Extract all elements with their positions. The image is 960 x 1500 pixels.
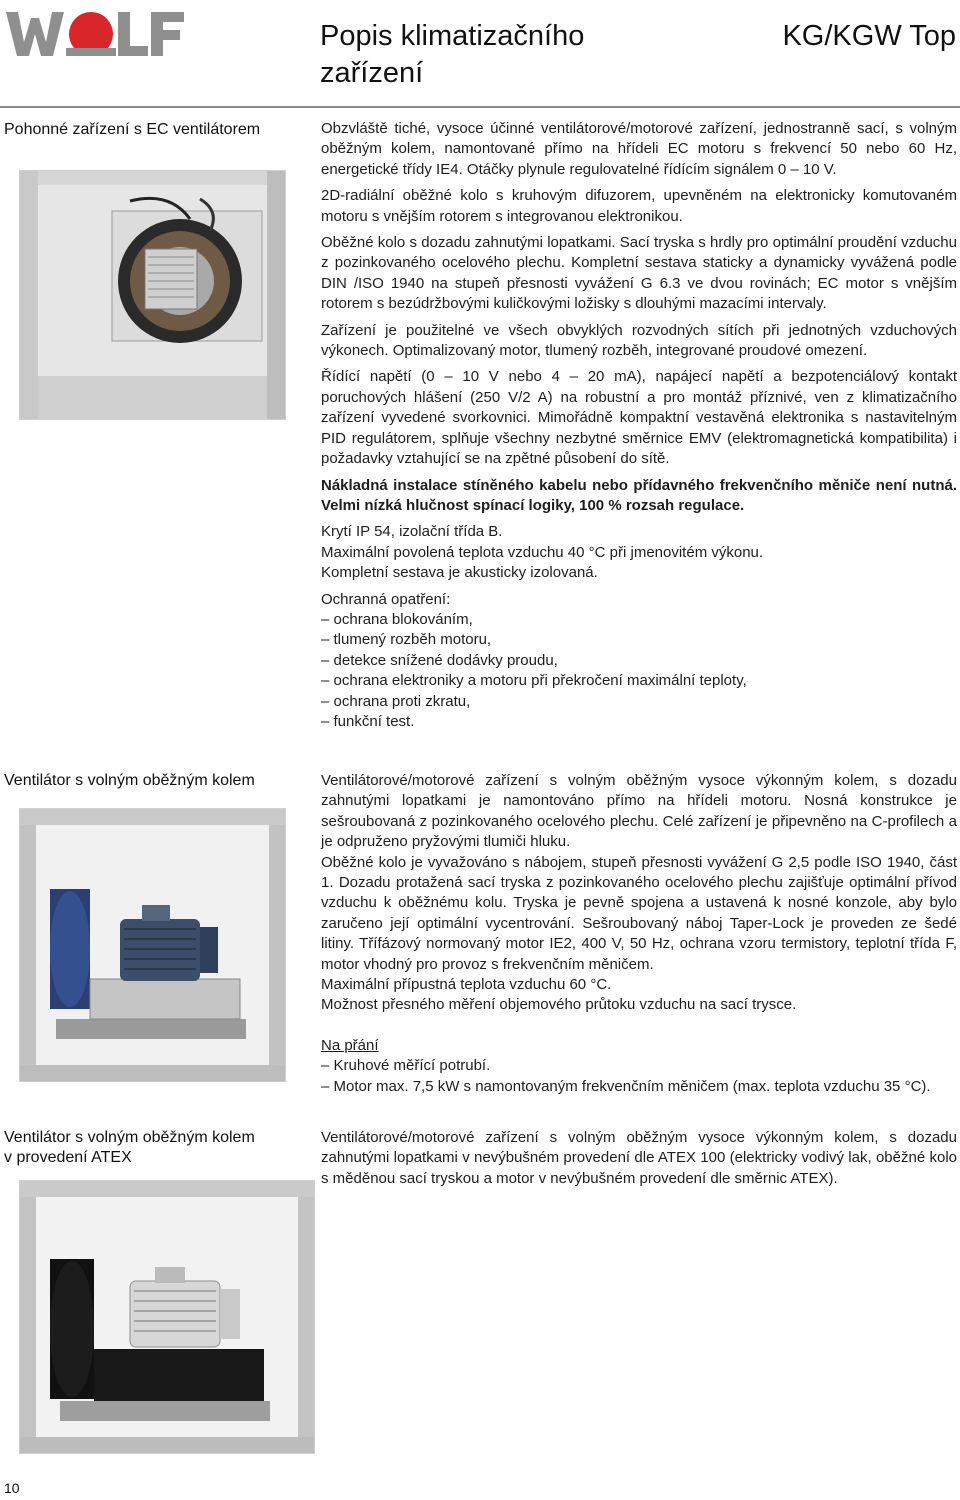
- list-item: – funkční test.: [321, 712, 415, 730]
- ec-fan-paragraph-5: Řídící napětí (0 – 10 V nebo 4 – 20 mA), napájecí napětí a bezpotenciálový kontakt poruchových hlášení (250 V/2 A) na robustní a pro montáž příznivé, ven z klimatizačního zařízení vyvedené svorkovnici. Mimořádně kompaktní vestavěná elektronika s nastavitelným PID regulátorem, splňuje všechny nezbytné směrnice EMV (elektromagnetická kompatibilita) i požadavky vztahující se na zpětné působení do sítě.: [321, 368, 957, 468]
- atex-paragraph-1: Ventilátorové/motorové zařízení s volným oběžným vysoce výkonným kolem, s dozadu zahnutými lopatkami v nevýbušném provedení dle ATEX 100 (elektricky vodivý lak, oběžné kolo s měděnou sací tryskou a motor v nevýbušném provedení dle směrnic ATEX).: [321, 1129, 957, 1187]
- list-item: – tlumený rozběh motoru,: [321, 631, 492, 649]
- protection-list: [321, 610, 957, 732]
- section-text-ec-fan: [321, 119, 957, 732]
- options-title-text: Na přání: [321, 1036, 379, 1054]
- free-wheel-paragraph-2: Oběžné kolo je vyvažováno s nábojem, stupeň přesnosti vyvážení G 2,5 podle ISO 1940, část 1. Dozadu protažená sací tryska z pozinkovaného ocelového plechu zajišťuje optimální přívod vzduchu k oběžnému kolu. Tryska je pevně spojena a ustavená k nosné konzole, aby bylo zaručeno její optimální vycentrování. Sešroubovaný náboj Taper-Lock je proveden ze šedé litiny. Třífázový normovaný motor IE2, 400 V, 50 Hz, ochrana vzoru termistory, teplotní třída F, motor vhodný pro provoz s frekvenčním měničem.: [321, 853, 957, 973]
- list-item: – ochrana proti zkratu,: [321, 692, 471, 710]
- ec-fan-photo: [19, 170, 286, 420]
- free-wheel-fan-photo: [19, 808, 286, 1082]
- ec-fan-bold-text: Nákladná instalace stíněného kabelu nebo přídavného frekvenčního měniče není nutná. Velmi nízká hlučnost spínací logiky, 100 % rozsah regulace.: [321, 476, 957, 514]
- ec-fan-paragraph-2: 2D-radiální oběžné kolo s kruhovým difuzorem, upevněném na elektronicky komutovaném motoru s vnějším rotorem s integrovanou elektronikou.: [321, 187, 957, 225]
- spec-protection: Krytí IP 54, izolační třída B.: [321, 523, 503, 541]
- list-item: – ochrana elektroniky a motoru při překročení maximální teploty,: [321, 672, 747, 690]
- section-label-ec-fan: Pohonné zařízení s EC ventilátorem: [4, 121, 261, 138]
- list-item: – Motor max. 7,5 kW s namontovaným frekvenčním měničem (max. teplota vzduchu 35 °C).: [321, 1077, 931, 1095]
- ec-fan-paragraph-3: Oběžné kolo s dozadu zahnutými lopatkami. Sací tryska s hrdly pro optimální proudění vzduchu z pozinkovaného ocelového plechu. Kompletní sestava staticky a dynamicky vyvážená podle DIN /ISO 1940 na stupeň přesnosti vyvážení G 6.3 ve dvou rovinách; EC motor s vnějším rotorem s bezúdržbovými kuličkovými ložisky s dlouhými mazacími intervaly.: [321, 234, 957, 313]
- options-title: [321, 1036, 957, 1056]
- protection-title: Ochranná opatření:: [321, 590, 451, 608]
- page-number: 10: [4, 1480, 20, 1496]
- free-wheel-paragraph-4: Možnost přesného měření objemového průtoku vzduchu na sací trysce.: [321, 996, 797, 1014]
- options-list: [321, 1056, 957, 1097]
- spec-acoustic: Kompletní sestava je akusticky izolovaná.: [321, 564, 598, 582]
- free-wheel-paragraph-1: Ventilátorové/motorové zařízení s volným oběžným vysoce výkonným kolem, s dozadu zahnutými lopatkami je namontováno přímo na hřídeli motoru. Nosná konstrukce je sešroubovaná z pozinkovaného ocelového plechu. Celé zařízení je připevněno na C-profilech a je odpruženo pryžovými tlumiči hluku.: [321, 772, 957, 851]
- page-title: Popis klimatizačního zařízení: [320, 20, 585, 89]
- list-item: – ochrana blokováním,: [321, 610, 473, 628]
- atex-fan-photo: [19, 1180, 315, 1454]
- free-wheel-paragraph-3: Maximální přípustná teplota vzduchu 60 °C.: [321, 976, 612, 994]
- ec-fan-paragraph-1: Obzvláště tiché, vysoce účinné ventilátorové/motorové zařízení, jednostranně sací, s volným oběžným kolem, namontované přímo na hřídeli EC motoru s frekvencí 50 nebo 60 Hz, energetické třídy IE4. Otáčky plynule regulovatelné řídícím signálem 0 – 10 V.: [321, 120, 957, 178]
- section-label-free-wheel: Ventilátor s volným oběžným kolem: [4, 772, 255, 789]
- ec-fan-paragraph-4: Zařízení je použitelné ve všech obvyklých rozvodných sítích při jednotných vzduchových výkonech. Optimalizovaný motor, tlumený rozběh, integrované proudové omezení.: [321, 321, 957, 360]
- model-name: KG/KGW Top: [782, 20, 956, 52]
- spec-max-temp: Maximální povolená teplota vzduchu 40 °C při jmenovitém výkonu.: [321, 543, 764, 561]
- section-text-atex: [321, 1128, 957, 1195]
- ec-fan-bold-note: [321, 476, 957, 517]
- list-item: – Kruhové měřící potrubí.: [321, 1057, 491, 1075]
- wolf-logo: [4, 6, 186, 62]
- section-label-atex: Ventilátor s volným oběžným kolem v provedení ATEX: [4, 1129, 255, 1166]
- list-item: – detekce snížené dodávky proudu,: [321, 651, 558, 669]
- header-divider: [0, 106, 960, 108]
- section-text-free-wheel: [321, 771, 957, 1097]
